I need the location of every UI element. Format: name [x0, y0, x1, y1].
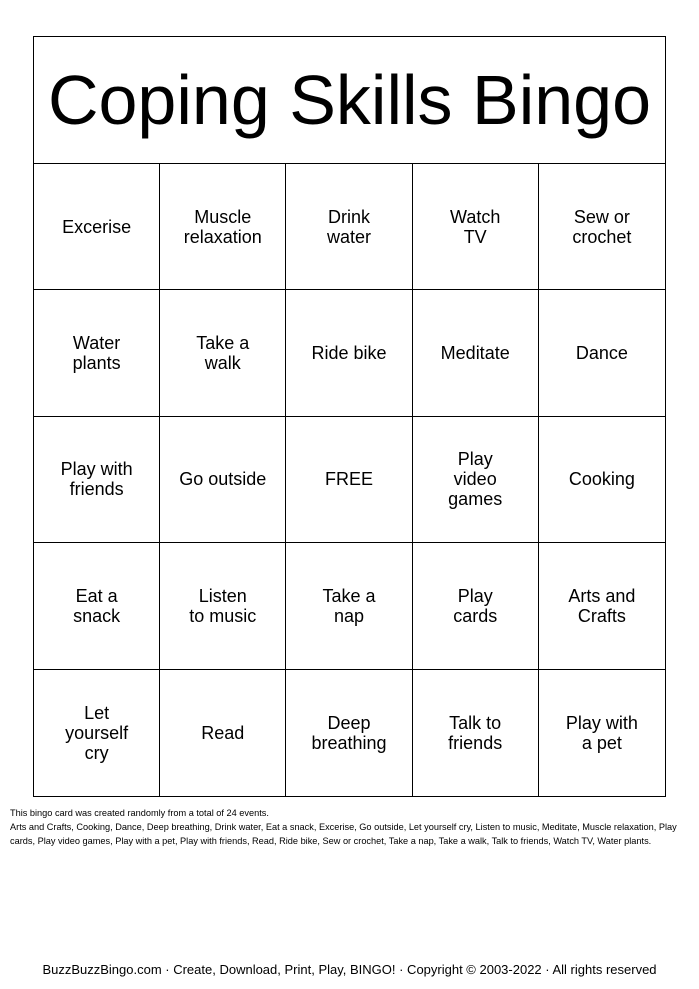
cell-text-line: to music: [189, 605, 257, 626]
cell-text-line: cry: [84, 742, 109, 763]
cell-text-line: friends: [69, 479, 124, 500]
cell-text-line: snack: [73, 605, 121, 626]
cell-text-line: water: [326, 226, 371, 247]
cell-text-line: Go outside: [179, 469, 267, 490]
cell-text-line: Water: [72, 333, 121, 354]
bingo-cell: [539, 290, 665, 416]
cell-text-line: TV: [463, 226, 487, 247]
cell-text-line: Sew or: [573, 206, 630, 227]
bingo-cell: [413, 290, 539, 416]
bingo-cell: [160, 670, 286, 796]
cell-text-line: Play with: [565, 712, 638, 733]
cell-text-line: Play: [457, 585, 493, 606]
cell-text-line: nap: [333, 605, 365, 626]
bingo-cell: [539, 543, 665, 669]
cell-text-line: Listen: [198, 585, 247, 606]
bingo-cell: [539, 670, 665, 796]
bingo-card: [33, 36, 666, 797]
cell-text-line: Read: [201, 722, 245, 743]
bingo-cell: [34, 290, 160, 416]
cell-text-line: Meditate: [440, 343, 510, 364]
bingo-cell: [34, 543, 160, 669]
cell-text-line: plants: [72, 353, 121, 374]
bingo-cell: [160, 543, 286, 669]
cell-text-line: Let: [84, 702, 110, 723]
cell-text-line: Cooking: [568, 469, 635, 490]
cell-text-line: Arts and: [568, 585, 636, 606]
cell-text-line: Talk to: [449, 712, 502, 733]
cell-text-line: Dance: [575, 343, 628, 364]
bingo-cell: [34, 417, 160, 543]
bingo-grid: [34, 164, 665, 796]
bingo-cell: [413, 670, 539, 796]
cell-text-line: Play with: [60, 459, 133, 480]
info-line: This bingo card was created randomly from a total of 24 events.: [10, 808, 269, 818]
bingo-cell: [34, 670, 160, 796]
events-list: Arts and Crafts, Cooking, Dance, Deep breathing, Drink water, Eat a snack, Excerise, Go outside, Let yourself cry, Listen to music, Meditate, Muscle relaxation, Play cards, Play video games, Play with a pet, Play with friends, Read, Ride bike, Sew or crochet, Take a nap, Take a walk, Talk to friends, Watch TV, Water plants.: [10, 822, 677, 846]
cell-text-line: video: [453, 469, 497, 490]
card-title: Coping Skills Bingo: [34, 37, 665, 164]
bingo-cell: [160, 417, 286, 543]
cell-text-line: cards: [453, 605, 498, 626]
bingo-cell: [286, 164, 412, 290]
cell-text-line: Muscle: [194, 206, 252, 227]
bingo-cell: [34, 164, 160, 290]
bingo-cell: [539, 164, 665, 290]
card-info: [10, 806, 680, 848]
cell-text-line: Deep: [327, 712, 371, 733]
cell-text-line: friends: [448, 732, 503, 753]
bingo-cell: [286, 290, 412, 416]
cell-text-line: Take a: [322, 585, 376, 606]
cell-text-line: Ride bike: [311, 343, 387, 364]
cell-text-line: Eat a: [75, 585, 118, 606]
cell-text-line: games: [448, 489, 503, 510]
cell-text-line: Watch: [450, 206, 501, 227]
cell-text-line: walk: [204, 353, 241, 374]
cell-text-line: crochet: [572, 226, 632, 247]
bingo-cell: [413, 543, 539, 669]
cell-text-line: Excerise: [62, 216, 132, 237]
bingo-cell: [413, 417, 539, 543]
bingo-cell: [413, 164, 539, 290]
bingo-cell: [286, 670, 412, 796]
bingo-cell: [286, 417, 412, 543]
cell-text-line: Drink: [327, 206, 370, 227]
cell-text-line: Crafts: [577, 605, 626, 626]
bingo-cell: [539, 417, 665, 543]
cell-text-line: Play: [457, 449, 493, 470]
cell-text-line: breathing: [311, 732, 387, 753]
cell-text-line: relaxation: [183, 226, 262, 247]
cell-text-line: Take a: [196, 333, 250, 354]
bingo-cell: [160, 290, 286, 416]
footer: BuzzBuzzBingo.com · Create, Download, Print, Play, BINGO! · Copyright © 2003-2022 · All rights reserved: [42, 962, 657, 977]
cell-text-line: FREE: [324, 469, 373, 490]
bingo-cell: [286, 543, 412, 669]
cell-text-line: a pet: [581, 732, 622, 753]
cell-text-line: yourself: [65, 722, 129, 743]
bingo-cell: [160, 164, 286, 290]
